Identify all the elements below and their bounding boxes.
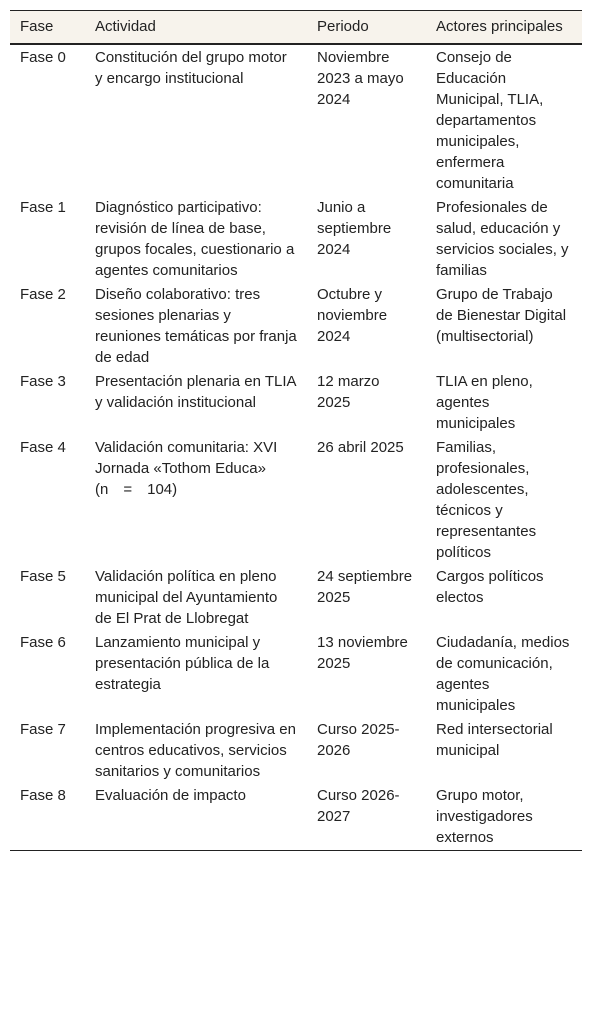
cell-fase: Fase 5 [20,568,66,585]
cell-periodo: 24 septiembre 2025 [317,568,413,606]
cell-periodo: Noviembre 2023 a mayo 2024 [317,49,404,108]
cell-periodo: 26 abril 2025 [317,439,404,456]
cell-fase: Fase 6 [20,634,66,651]
cell-fase: Fase 4 [20,439,66,456]
cell-periodo: Curso 2025-2026 [317,721,400,759]
cell-periodo: 12 marzo 2025 [317,373,380,411]
phases-table-container [10,10,582,851]
header-row [10,11,582,45]
table-body [10,44,582,851]
header-periodo: Periodo [307,11,426,45]
cell-actores: Profesionales de salud, educación y servicios sociales, y familias [436,199,569,279]
cell-actores: Red intersectorial municipal [436,721,553,759]
cell-periodo: 13 noviembre 2025 [317,634,408,672]
cell-periodo: Octubre y noviembre 2024 [317,286,388,345]
cell-fase: Fase 1 [20,199,66,216]
cell-actores: TLIA en pleno, agentes municipales [436,373,533,432]
cell-fase: Fase 3 [20,373,66,390]
cell-actividad: Implementación progresiva en centros educativos, servicios sanitarios y comunitarios [95,721,296,780]
cell-actividad: Lanzamiento municipal y presentación pública de la estrategia [95,634,270,693]
cell-actividad: Presentación plenaria en TLIA y validación institucional [95,373,296,411]
cell-actores: Grupo motor, investigadores externos [426,783,582,851]
table-row [10,435,582,564]
cell-fase: Fase 8 [10,783,85,851]
cell-actividad: Validación comunitaria: XVI Jornada «Tothom Educa» (n = 104) [95,439,278,498]
cell-fase: Fase 0 [20,49,66,66]
cell-actividad: Evaluación de impacto [85,783,307,851]
table-row [10,630,582,717]
header-fase: Fase [10,11,85,45]
cell-actividad: Validación política en pleno municipal del Ayuntamiento de El Prat de Llobregat [95,568,278,627]
phases-table [10,10,582,851]
table-row [10,44,582,195]
cell-actores: Familias, profesionales, adolescentes, técnicos y representantes políticos [436,439,537,561]
table-row [10,282,582,369]
cell-actores: Consejo de Educación Municipal, TLIA, departamentos municipales, enfermera comunitaria [436,49,544,192]
cell-actividad: Diseño colaborativo: tres sesiones plenarias y reuniones temáticas por franja de edad [95,286,297,366]
cell-actores: Grupo de Trabajo de Bienestar Digital (multisectorial) [436,286,567,345]
cell-actividad: Constitución del grupo motor y encargo institucional [95,49,287,87]
header-actores: Actores principales [426,11,582,45]
cell-fase: Fase 7 [20,721,66,738]
cell-periodo: Curso 2026-2027 [307,783,426,851]
cell-actores: Cargos políticos electos [436,568,544,606]
cell-actividad: Diagnóstico participativo: revisión de línea de base, grupos focales, cuestionario a agentes comunitarios [95,199,295,279]
cell-periodo: Junio a septiembre 2024 [317,199,392,258]
table-row [10,369,582,435]
table-row [10,564,582,630]
table-header [10,11,582,45]
cell-fase: Fase 2 [20,286,66,303]
table-row [10,717,582,783]
table-row [10,783,582,851]
cell-actores: Ciudadanía, medios de comunicación, agentes municipales [436,634,570,714]
table-row [10,195,582,282]
header-actividad: Actividad [85,11,307,45]
